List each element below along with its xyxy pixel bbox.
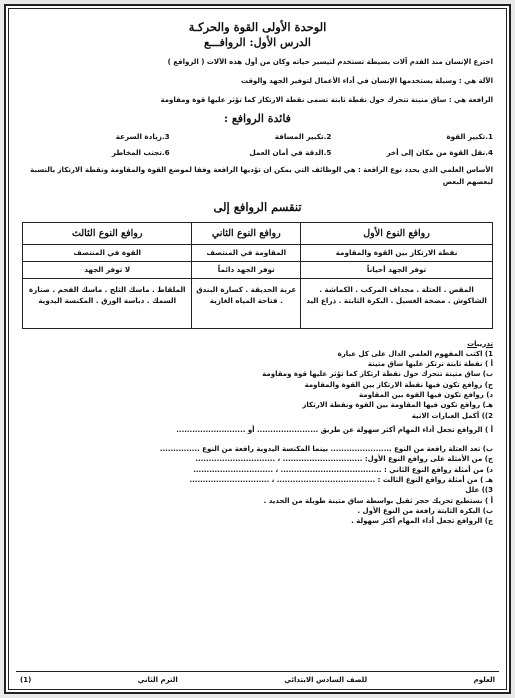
lesson-title: الدرس الأول: الروافـــع [204, 36, 311, 49]
table-cell: المقاومة في المنتصف [192, 244, 301, 261]
exercise-line: د) روافع تكون فيها القوة بين المقاومة [358, 390, 493, 399]
classification-basis: الأساس العلمي الذي يحدد نوع الرافعة : هي الوظائف التي يمكن ان تؤديها الرافعة وفقا لموضع القوة والمقاومة ونقطة الارتكاز بالنسبة لبعضهم البعض [30, 165, 493, 186]
table-cell: المقص . العتلة . مجداف المركب . الكماشة . الشاكوش . مضخة الغسيل . البكرة الثابتة . ذراع اليد [301, 278, 493, 328]
page-footer [16, 671, 499, 684]
exercise-line: ج) الروافع تجعل أداء المهام أكثر سهولة . [351, 517, 493, 526]
table-row [23, 261, 493, 278]
table-cell: نقطة الارتكاز بين القوة والمقاومة [301, 244, 493, 261]
exercises-heading: تدريبات [467, 339, 493, 348]
benefits-row-1 [22, 132, 493, 141]
header-type-1: روافع النوع الأول [301, 222, 493, 244]
exercise-line: أ ) الروافع تجعل أداء المهام أكثر سهولة عن طريق ....................... أو .......................... [176, 425, 493, 434]
benefits-title: فائدة الروافع : [224, 111, 291, 125]
exercise-line: هـ) روافع تكون فيها المقاومة بين القوة ونقطة الارتكاز [302, 401, 493, 410]
table-cell: لا توفر الجهد [23, 261, 192, 278]
exercise-line: ج) روافع تكون فيها نقطة الارتكاز بين القوة والمقاومة [304, 380, 493, 389]
benefit-item: 4.نقل القوة من مكان إلى أخر [386, 147, 493, 157]
exercise-line: أ ) نقطة ثابتة ترتكز عليها ساق متينة [367, 360, 493, 369]
exercises-section [22, 339, 493, 527]
intro-paragraph: اخترع الإنسان منذ القدم آلات بسيطة تستخدم لتيسير حياته وكان من أول هذه الآلات ( الروافع ) [167, 58, 493, 66]
unit-title: الوحدة الأولى القوة والحركـة [188, 20, 327, 34]
types-title: تنقسم الروافع إلى [213, 199, 302, 214]
table-header-row [23, 222, 493, 244]
exercise-line: 2)) أكمل العبارات الاتية [411, 411, 493, 420]
lever-definition: الرافعة هي : ساق متينة تتحرك حول نقطة ثابتة تسمى نقطة الارتكاز كما تؤثر عليها قوة ومقاومة [160, 96, 493, 104]
machine-definition: الآلة هي : وسيلة يستخدمها الإنسان في أداء الأعمال لتوفير الجهد والوقت [240, 76, 493, 85]
table-cell: توفر الجهد دائماً [192, 261, 301, 278]
exercise-line: 3)) علل [465, 486, 493, 495]
footer-subject: العلوم [473, 676, 495, 684]
benefit-item: 5.الدقة في أمان العمل [249, 147, 332, 157]
benefit-item: 2.تكبير المسافة [274, 131, 332, 141]
exercise-line: د) من أمثلة روافع النوع الثاني : ...................................... ، .............................. [193, 465, 493, 474]
table-row [23, 244, 493, 261]
benefit-item: 3.زيادة السرعة [115, 131, 170, 141]
benefit-item: 1.تكبير القوة [446, 131, 493, 141]
exercise-line: هـ ) من أمثلة روافع النوع الثالث : ..................................... ، .............................. [189, 476, 493, 485]
header-type-3: روافع النوع الثالث [23, 222, 192, 244]
footer-page-number: (1) [20, 676, 32, 684]
footer-grade: للصف السادس الابتدائي [284, 676, 368, 684]
exercise-line: أ ) نستطيع تحريك حجر ثقيل بواسطة ساق متينة طويلة من الحديد . [263, 496, 493, 505]
benefit-item: 6.تجنب المخاطر [111, 147, 170, 157]
exercise-line: ب) ساق متينة تتحرك حول نقطة ارتكاز كما تؤثر عليها قوة ومقاومة [262, 370, 493, 379]
exercise-line: ج) من الأمثلة على روافع النوع الأول: .............................. ، .............................. [195, 455, 493, 464]
benefits-row-2 [22, 148, 493, 157]
table-row [23, 278, 493, 328]
exercise-line: 1) اكتب المفهوم العلمي الدال على كل عبارة [337, 349, 493, 358]
table-cell: القوة في المنتصف [23, 244, 192, 261]
lever-types-table [22, 222, 493, 329]
table-cell: عربة الحديقة . كسارة البندق . فتاحة المياه الغازية [192, 278, 301, 328]
table-cell: الملقاط . ماسك الثلج . ماسك الفحم . صنارة السمك . دباسة الورق . المكنسة اليدوية [23, 278, 192, 328]
exercise-line: ب) تعد العتلة رافعة من النوع ....................... بينما المكنسة اليدوية رافعة من النوع ............... [159, 445, 493, 454]
footer-term: الترم الثاني [137, 676, 178, 684]
exercise-line: ب) البكرة الثابتة رافعة من النوع الأول . [357, 506, 493, 515]
table-cell: توفر الجهد أحياناً [301, 261, 493, 278]
header-type-2: روافع النوع الثاني [192, 222, 301, 244]
worksheet-page [4, 4, 511, 694]
